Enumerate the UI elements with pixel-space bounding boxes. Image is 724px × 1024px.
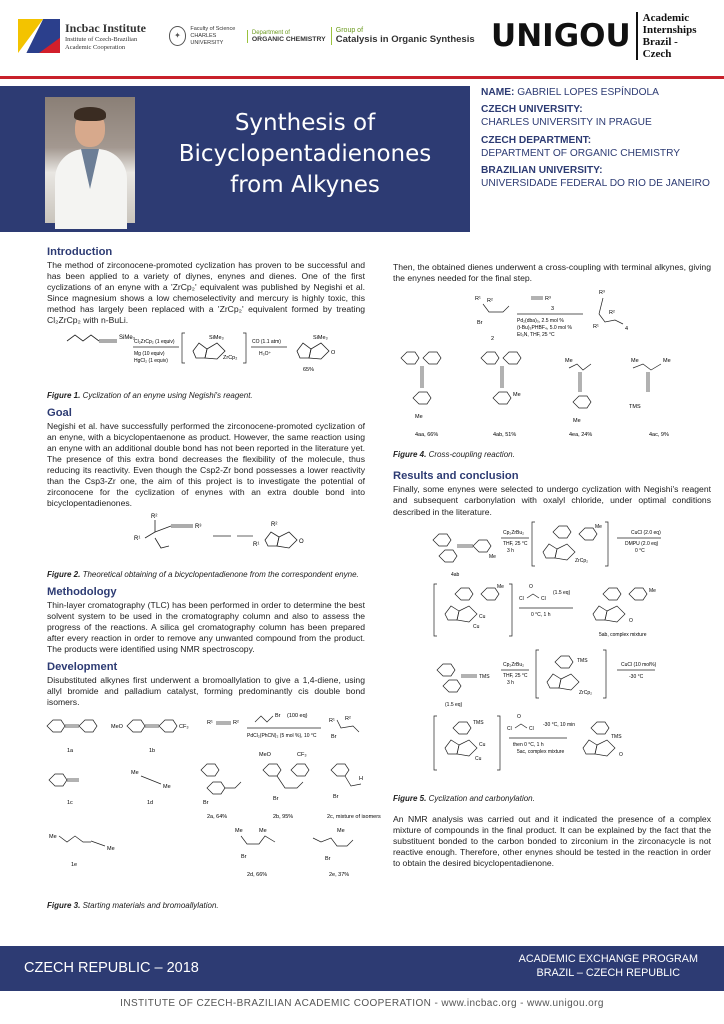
- methodology-heading: Methodology: [47, 585, 117, 598]
- f3-cf3-2b: CF₃: [297, 752, 307, 759]
- f4-r2-b: R²: [609, 310, 615, 317]
- f1-sime3-c: SiMe₃: [313, 334, 328, 341]
- group-line2: Catalysis in Organic Synthesis: [335, 34, 475, 45]
- f4-cmpd-2: 2: [491, 336, 495, 343]
- info-brazilian-university-label: BRAZILIAN UNIVERSITY:: [481, 165, 603, 177]
- f4-r3-b: R³: [599, 290, 605, 297]
- f5-cl-d: Cl: [529, 725, 534, 732]
- info-czech-university: CHARLES UNIVERSITY IN PRAGUE: [481, 117, 652, 129]
- cmpd-1c: 1c: [67, 800, 73, 807]
- f3-r1-b: R¹: [329, 718, 335, 725]
- f1-reagent-1: Cl₂ZrCp₂ (1 equiv): [134, 338, 175, 345]
- f5-s1-temp: 0 °C: [635, 547, 645, 554]
- ai-line2: Internships: [642, 24, 697, 36]
- incbac-logo: [18, 19, 159, 53]
- introduction-heading: Introduction: [47, 246, 113, 258]
- f4-me-4ac-b: Me: [663, 358, 671, 365]
- dept-line2: ORGANIC CHEMISTRY: [251, 35, 326, 43]
- f3-r1: R¹: [207, 720, 213, 727]
- figure-5-scheme: [393, 518, 711, 788]
- footer-left: CZECH REPUBLIC – 2018: [24, 960, 199, 976]
- f3-me-1e-a: Me: [49, 834, 57, 841]
- footer-right-line2: BRAZIL – CZECH REPUBLIC: [536, 967, 681, 979]
- f2-r1: R¹: [134, 535, 141, 542]
- f5-cu-a: Cu: [479, 613, 486, 620]
- footer-bar: [0, 946, 724, 991]
- incbac-sub1: Institute of Czech-Brazilian: [65, 35, 138, 43]
- f3-br-a: Br: [275, 713, 281, 720]
- f5-s1-cond: 0 °C, 1 h: [531, 611, 551, 618]
- f2-r1-b: R¹: [253, 541, 260, 548]
- figure-5-caption: Figure 5. Cyclization and carbonylation.: [393, 793, 535, 803]
- f5-tms-a: TMS: [479, 673, 490, 680]
- cmpd-1d: 1d: [147, 800, 154, 807]
- department-logo: [247, 30, 331, 43]
- figure-4-scheme: [393, 284, 711, 444]
- group-logo: [331, 27, 485, 45]
- info-brazilian-university: UNIVERSIDADE FEDERAL DO RIO DE JANEIRO: [481, 178, 710, 190]
- f5-me-d: Me: [649, 587, 656, 594]
- prod-4ac: 4ac, 9%: [649, 432, 669, 439]
- f1-yield: 65%: [303, 366, 315, 373]
- cmpd-1b: 1b: [149, 748, 156, 755]
- info-czech-university-label: CZECH UNIVERSITY:: [481, 104, 583, 116]
- f4-me-4ea-b: Me: [573, 418, 581, 425]
- f4-me-4ea-a: Me: [565, 358, 573, 365]
- f5-s2-cond2: 5ac, complex mixture: [517, 748, 565, 755]
- f5-cu-c: Cu: [479, 741, 486, 748]
- f5-me-a: Me: [489, 553, 496, 560]
- figure-5: [393, 518, 711, 791]
- f3-meo: MeO: [111, 724, 123, 731]
- f3-cf3: CF₃: [179, 724, 189, 731]
- f4-r3: R³: [545, 296, 551, 303]
- f1-reagent-h3o: H₃O⁺: [259, 350, 272, 357]
- f3-h-2c: H: [359, 776, 363, 783]
- figure-2-caption: Figure 2. Theoretical obtaining of a bicyclopentadienone from the correspondent enyne.: [47, 569, 359, 579]
- prod-2d: 2d, 66%: [247, 872, 268, 879]
- title-line3: from Alkynes: [230, 172, 380, 198]
- faculty-logo: [169, 26, 243, 47]
- crosscoupling-text: Then, the obtained dienes underwent a cross-coupling with terminal alkynes, giving the enynes needed for the final step.: [393, 262, 711, 284]
- f1-sime3-a: SiMe₃: [119, 334, 136, 341]
- f5-s2-eq: -30 °C, 10 min: [543, 721, 576, 728]
- f4-me-4aa: Me: [415, 414, 423, 421]
- ai-line3: Brazil - Czech: [642, 36, 678, 60]
- f5-o-b: O: [629, 617, 633, 624]
- f4-me-4ac-a: Me: [631, 358, 639, 365]
- f4-r1: R¹: [475, 296, 481, 303]
- figure-1-scheme: [47, 327, 365, 385]
- f5-s2-cucl: CuCl (10 mol%): [621, 661, 657, 668]
- poster-title: [150, 108, 460, 201]
- prod-4ea: 4ea, 24%: [569, 432, 593, 439]
- f3-r2: R²: [233, 720, 239, 727]
- results-text: Finally, some enynes were selected to undergo cyclization with Negishi's reagent and subsequent carbonylation with oxalyl chloride, under optimal conditions described in the literature.: [393, 484, 711, 517]
- figure-4: [393, 284, 711, 447]
- incbac-flag-icon: [18, 19, 60, 53]
- f1-reagent-2: Mg (10 equiv): [134, 350, 165, 357]
- f5-cu-d: Cu: [475, 755, 482, 762]
- f1-reagent-3: HgCl₂ (1 equiv): [134, 357, 168, 364]
- goal-heading: Goal: [47, 406, 72, 419]
- prod-2e: 2e, 37%: [329, 872, 350, 879]
- results-heading: Results and conclusion: [393, 470, 519, 483]
- f5-o-c: O: [517, 713, 521, 720]
- f3-r2-b: R²: [345, 716, 351, 723]
- f5-zr-b: ZrCp₂: [579, 689, 593, 696]
- f5-cl-a: Cl: [519, 595, 524, 602]
- f3-reagent2: PdCl₂(PhCN)₂ (5 mol %), 10 °C: [247, 733, 317, 740]
- prod-2c: 2c, mixture of isomers: [327, 814, 381, 821]
- f5-o-a: O: [529, 583, 533, 590]
- prod-4ab: 4ab, 51%: [493, 432, 517, 439]
- conclusion-text: An NMR analysis was carried out and it indicated the presence of a complex mixture of compounds in the final product. It can be explained by the fact that the substituent bonded to the carbon bonded to zirconium in the zirconacycle is not reactive enough. Therefore, other enynes should be tested in the reaction in order to obtain the desired bicyclopentadienone.: [393, 813, 711, 869]
- f5-s2-temp: -30 °C: [629, 673, 644, 680]
- f1-zr: ZrCp₂: [223, 354, 238, 361]
- cmpd-1e: 1e: [71, 862, 78, 869]
- f3-me-a: Me: [131, 770, 139, 777]
- figure-2-scheme: [47, 510, 365, 564]
- f4-reagent-3: 3: [551, 306, 555, 313]
- figure-3: [47, 708, 381, 901]
- f5-tms-c: TMS: [473, 719, 484, 726]
- f3-br-2e: Br: [325, 856, 331, 863]
- development-text: Disubstituted alkynes first underwent a bromoallylation to give a 1,4-diene, using allyl bromide and palladium catalyst, forming predominantly cis double bond isomers.: [47, 675, 365, 708]
- university-seal-icon: ✦: [169, 26, 187, 46]
- f3-br-2a: Br: [203, 800, 209, 807]
- info-czech-department-label: CZECH DEPARTMENT:: [481, 134, 592, 146]
- figure-4-caption: Figure 4. Cross-coupling reaction.: [393, 450, 515, 460]
- ai-line1: Academic: [642, 12, 690, 24]
- faculty-line2: CHARLES UNIVERSITY: [190, 32, 224, 46]
- f4-reagent-pd: Pd₂(dba)₃, 2.5 mol %: [517, 318, 564, 325]
- right-column: [393, 262, 711, 869]
- f3-br-2d: Br: [241, 854, 247, 861]
- figure-3-caption: Figure 3. Starting materials and bromoallylation.: [47, 900, 219, 910]
- red-divider: [0, 76, 724, 79]
- f2-r2-b: R²: [271, 521, 278, 528]
- f3-me-2e-a: Me: [337, 828, 345, 835]
- f5-me-b: Me: [595, 523, 602, 530]
- f5-s2-time: 3 h: [507, 679, 514, 686]
- info-czech-department: DEPARTMENT OF ORGANIC CHEMISTRY: [481, 147, 681, 159]
- logo-bar: [0, 0, 724, 72]
- f5-cl-c: Cl: [507, 725, 512, 732]
- incbac-title: Incbac Institute: [65, 20, 147, 35]
- f3-meo-2b: MeO: [259, 752, 271, 759]
- f5-s1-cucl: CuCl (2.0 eq): [631, 529, 661, 536]
- f4-me-4ab: Me: [513, 392, 521, 399]
- f3-me-2d-b: Me: [259, 828, 267, 835]
- f5-tms-d: TMS: [611, 733, 622, 740]
- f5-s1-thf: THF, 25 °C: [503, 540, 528, 547]
- dept-line1: Department of: [251, 29, 290, 36]
- figure-1-caption: Figure 1. Cyclization of an enyne using Negishi's reagent.: [47, 390, 253, 400]
- f5-4ac: (1.5 eq): [445, 701, 463, 708]
- f3-me-2d-a: Me: [235, 828, 243, 835]
- f1-o: O: [331, 349, 336, 356]
- f4-reagent-base: Et₃N, THF, 25 °C: [517, 332, 555, 339]
- f1-reagent-co: CO (1.1 atm): [252, 338, 281, 345]
- cmpd-1a: 1a: [67, 748, 74, 755]
- development-heading: Development: [47, 661, 118, 674]
- figure-3-scheme: [41, 708, 381, 898]
- left-column: [47, 246, 381, 915]
- f3-br-2c: Br: [333, 794, 339, 801]
- figure-2: [47, 510, 365, 567]
- f5-s2-cond1: then 0 °C, 1 h: [513, 741, 544, 748]
- f2-r2: R²: [151, 513, 158, 520]
- f5-s1-eq: (1.5 eq): [553, 589, 571, 596]
- figure-1: [47, 327, 365, 388]
- f5-o-d: O: [619, 751, 623, 758]
- info-name: NAME: GABRIEL LOPES ESPÍNDOLA: [481, 87, 659, 98]
- f2-r3: R³: [195, 523, 202, 530]
- prod-2a: 2a, 64%: [207, 814, 228, 821]
- f5-s2-zr: Cp₂ZrBu₂: [503, 661, 525, 668]
- f5-5ab: 5ab, complex mixture: [599, 631, 647, 638]
- f4-cmpd-4: 4: [625, 326, 629, 333]
- group-line1: Group of: [335, 27, 364, 34]
- f5-4ab: 4ab: [451, 571, 460, 578]
- f3-br-b: Br: [331, 734, 337, 741]
- academic-internships-logo: [636, 12, 706, 60]
- f5-tms-b: TMS: [577, 657, 588, 664]
- f4-br: Br: [477, 320, 483, 327]
- f5-zr-a: ZrCp₂: [575, 557, 589, 564]
- incbac-sub2: Academic Cooperation: [65, 43, 126, 51]
- goal-text: Negishi et al. have successfully performed the zirconocene-promoted cyclization of an enyne, with a bicyclopentaenone as product. However, the same reaction using an enyne with an additional double bond has not been reported in the literature yet. The presence of this extra bond decreases the flexibility of the molecule, thus reducing its reactivity. Even though the Csp2-Zr bond possesses a lower reactivity than the Csp3-Zr one, the aim of this project is to investigate the potential of zirconocene for the cyclization of enynes with an extra double bond into bicyclopentadienones.: [47, 420, 365, 509]
- introduction-text: The method of zirconocene-promoted cyclization has proven to be successful and has been applied to a variety of diynes, enynes and dienes. One of the first cyclizations of an enyne with a 'ZrCp₂' equivalent was published by Negishi et al. Since magnesium shows a low chemoselectivity and mercury is highly toxic, this method has largely been replaced with a 'ZrCp₂' equivalent formed by treating Cl₂ZrCp₂ with n-BuLi.: [47, 260, 365, 326]
- prod-2b: 2b, 95%: [273, 814, 294, 821]
- footer-right-line1: ACADEMIC EXCHANGE PROGRAM: [518, 953, 698, 965]
- methodology-text: Thin-layer cromatography (TLC) has been performed in order to determine the best solvent system to be used in the cromatography column and also to assess the progress of the reactions. A silica gel cromatography column has been prepared after every reaction in order to remove any unwanted compound from the product. The products were identified using NMR spectroscopy.: [47, 599, 365, 655]
- f3-me-1e-b: Me: [107, 846, 115, 853]
- f5-s2-thf: THF, 25 °C: [503, 672, 528, 679]
- f1-sime3-b: SiMe₃: [209, 334, 224, 341]
- author-info: [481, 86, 721, 194]
- f5-s1-dmpu: DMPU (2.0 eq): [625, 540, 659, 547]
- unigou-logo: UNIGOU: [491, 18, 631, 54]
- faculty-line1: Faculty of Science: [190, 25, 236, 32]
- f5-cu-b: Cu: [473, 623, 480, 630]
- f5-me-c: Me: [497, 583, 504, 590]
- f5-cl-b: Cl: [541, 595, 546, 602]
- title-line1: Synthesis of: [234, 110, 376, 136]
- f5-s1-zr: Cp₂ZrBu₂: [503, 529, 525, 536]
- f3-reagent1: (100 eq): [287, 713, 308, 720]
- f4-r1-b: R¹: [593, 324, 599, 331]
- prod-4aa: 4aa, 66%: [415, 432, 439, 439]
- f3-me-b: Me: [163, 784, 171, 791]
- bottom-credits: INSTITUTE OF CZECH-BRAZILIAN ACADEMIC COOPERATION - www.incbac.org - www.unigou.org: [120, 998, 604, 1009]
- f3-br-2b: Br: [273, 796, 279, 803]
- f4-tms: TMS: [629, 404, 641, 411]
- f5-s1-time: 3 h: [507, 547, 514, 554]
- f4-r2: R²: [487, 298, 493, 305]
- f4-reagent-phos: (t-Bu)₃PHBF₄, 5.0 mol %: [517, 325, 572, 332]
- footer-right: [519, 952, 698, 980]
- title-line2: Bicyclopentadienones: [178, 141, 432, 167]
- f2-o: O: [299, 538, 304, 545]
- author-photo: [45, 97, 135, 223]
